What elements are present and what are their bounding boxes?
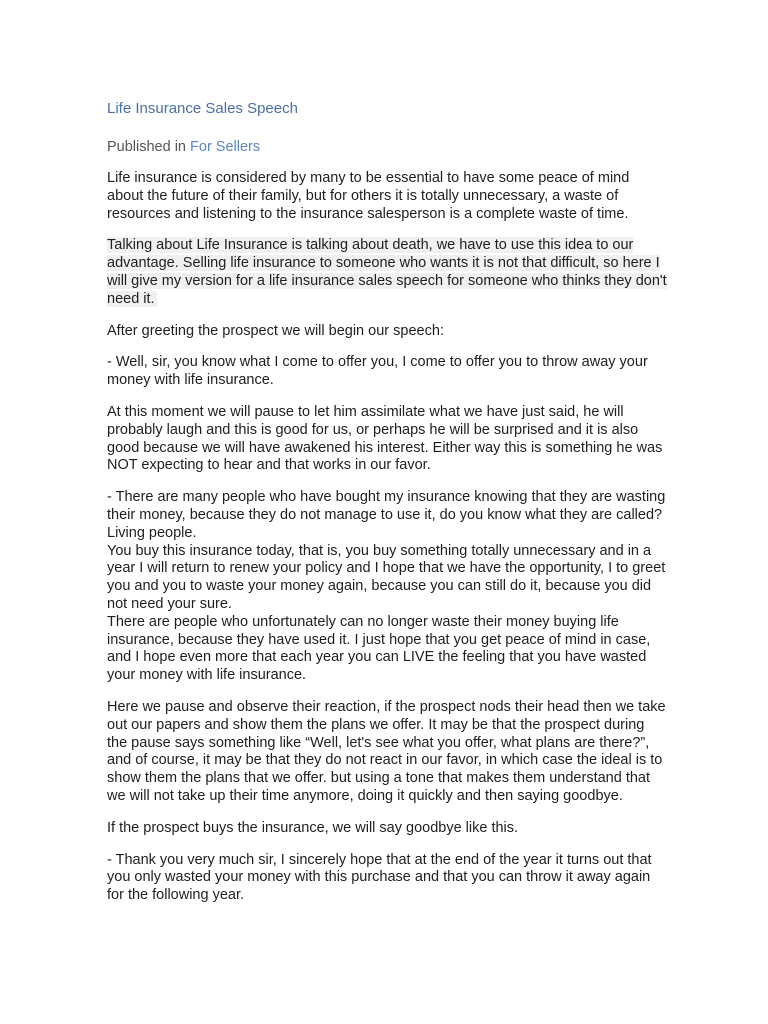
- highlighted-text: Talking about Life Insurance is talking about death, we have to use this idea to our advantage. Selling life insurance to someone who wants it is not that difficult, so here I will give my version for a life insurance sales speech for someone who thinks they don't need it.: [107, 237, 667, 307]
- article-title[interactable]: Life Insurance Sales Speech: [107, 100, 298, 117]
- paragraph-living-people: - There are many people who have bought my insurance knowing that they are wasting their money, because they do not manage to use it, do you know what they are called? Living people.: [107, 489, 666, 541]
- published-prefix: Published in: [107, 139, 191, 155]
- paragraph-intro: Life insurance is considered by many to be essential to have some peace of mind about the future of their family, but for others it is totally unnecessary, a waste of resources and listening to the insurance salesperson is a complete waste of time.: [107, 170, 630, 222]
- paragraph-greeting: After greeting the prospect we will begin our speech:: [107, 322, 444, 339]
- paragraph-speech-opening: - Well, sir, you know what I come to offer you, I come to offer you to throw away your money with life insurance.: [107, 354, 648, 389]
- paragraph-used-insurance: There are people who unfortunately can no longer waste their money buying life insurance, because they have used it. I just hope that you get peace of mind in case, and I hope even more that each year you can LIVE the feeling that you have wasted your money with life insurance.: [107, 613, 651, 684]
- paragraph-pause: At this moment we will pause to let him assimilate what we have just said, he will probably laugh and this is good for us, or perhaps he will be surprised and it is also good because we will have awakened his interest. Either way this is something he was NOT expecting to hear and that works in our favor.: [107, 403, 663, 474]
- published-line: [107, 138, 667, 156]
- paragraph-renew-policy: You buy this insurance today, that is, you buy something totally unnecessary and in a year I will return to renew your policy and I hope that we have the opportunity, I to greet you and you to waste your money again, because you can still do it, because you did not need your sure.: [107, 542, 666, 612]
- paragraph-observe-reaction: Here we pause and observe their reaction, if the prospect nods their head then we take out our papers and show them the plans we offer. It may be that the prospect during the pause says something like “Well, let's see what you offer, what plans are there?”, and of course, it may be that they do not react in our favor, in which case the ideal is to show them the plans that we offer. but using a tone that makes them understand that we will not take up their time anymore, doing it quickly and then saying goodbye.: [107, 698, 666, 804]
- document-page: [107, 100, 667, 919]
- paragraph-highlighted: [107, 237, 667, 308]
- paragraph-goodbye-intro: If the prospect buys the insurance, we will say goodbye like this.: [107, 819, 519, 836]
- paragraph-thank-you: - Thank you very much sir, I sincerely hope that at the end of the year it turns out that you only wasted your money with this purchase and that you can throw it away again for the following year.: [107, 851, 652, 904]
- category-link[interactable]: For Sellers: [190, 139, 261, 155]
